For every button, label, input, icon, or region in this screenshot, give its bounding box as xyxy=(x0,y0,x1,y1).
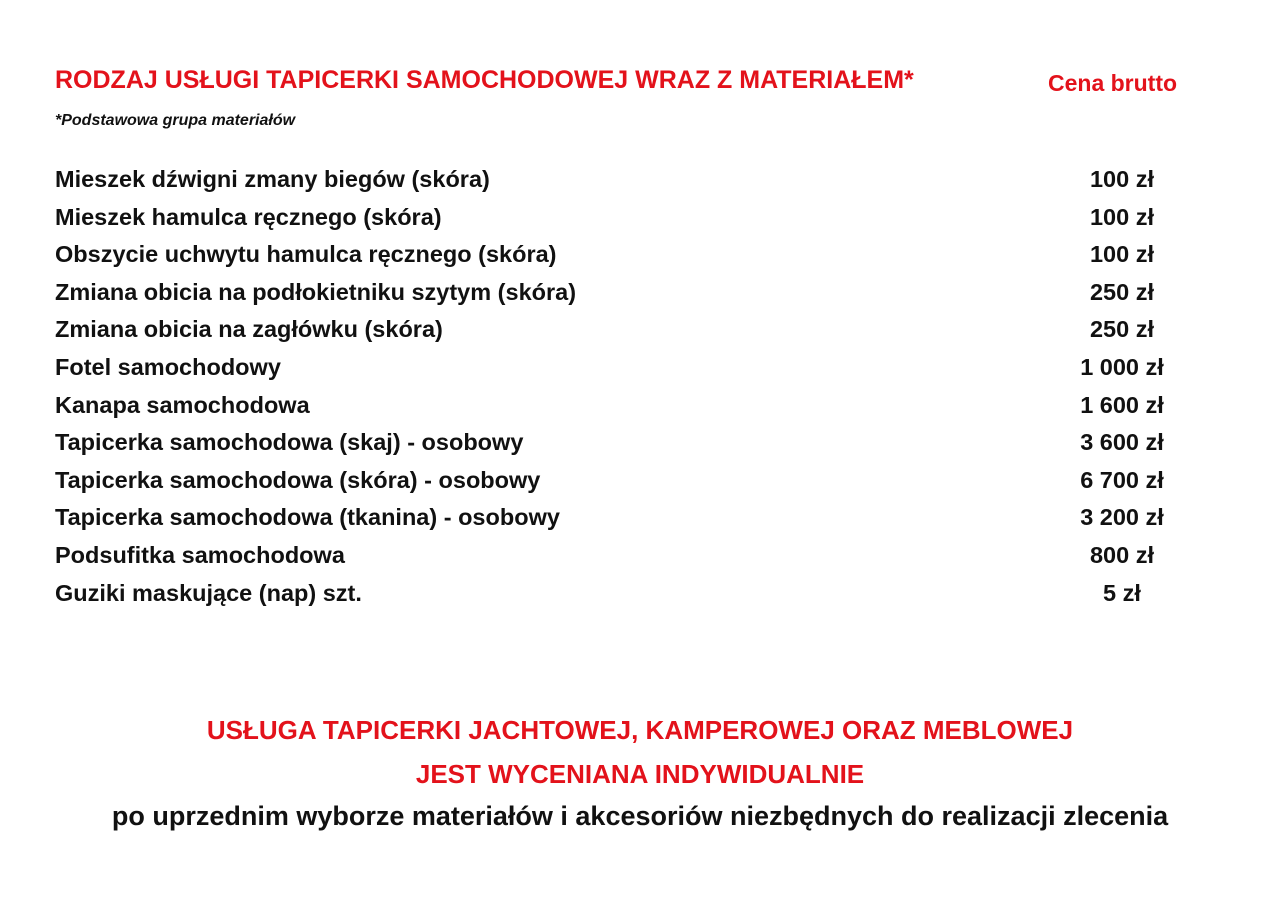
price-row xyxy=(55,424,1235,462)
service-name: Zmiana obicia na zagłówku (skóra) xyxy=(55,316,443,343)
service-name: Mieszek dźwigni zmany biegów (skóra) xyxy=(55,166,490,192)
service-price: 100 zł xyxy=(1089,241,1155,268)
price-row xyxy=(55,199,1235,237)
service-name: Mieszek hamulca ręcznego (skóra) xyxy=(55,203,442,230)
price-row xyxy=(55,575,1235,613)
service-name: Tapicerka samochodowa (tkanina) - osobowy xyxy=(55,504,560,531)
material-footnote: *Podstawowa grupa materiałów xyxy=(55,112,296,129)
price-list xyxy=(55,161,1235,612)
price-row xyxy=(55,349,1235,387)
service-price: 1 000 zł xyxy=(1080,353,1164,380)
price-row xyxy=(55,161,1235,199)
service-price: 100 zł xyxy=(1089,203,1155,230)
service-price: 3 600 zł xyxy=(1080,429,1164,456)
service-price: 800 zł xyxy=(1089,541,1155,568)
service-name: Fotel samochodowy xyxy=(55,353,281,380)
service-name: Kanapa samochodowa xyxy=(55,391,310,418)
price-row xyxy=(55,537,1235,575)
custom-pricing-note: po uprzednim wyborze materiałów i akcesoriów niezbędnych do realizacji zlecenia xyxy=(111,801,1169,831)
service-name: Tapicerka samochodowa (skóra) - osobowy xyxy=(55,466,541,493)
service-price: 6 700 zł xyxy=(1080,466,1164,493)
price-row xyxy=(55,387,1235,425)
service-price: 5 zł xyxy=(1103,579,1141,606)
custom-pricing-notice-line1: USŁUGA TAPICERKI JACHTOWEJ, KAMPEROWEJ ORAZ MEBLOWEJ xyxy=(206,715,1074,745)
page-title: RODZAJ USŁUGI TAPICERKI SAMOCHODOWEJ WRAZ Z MATERIAŁEM* xyxy=(55,66,914,94)
price-column-header: Cena brutto xyxy=(1048,70,1178,96)
service-name: Zmiana obicia na podłokietniku szytym (skóra) xyxy=(55,278,577,305)
service-name: Tapicerka samochodowa (skaj) - osobowy xyxy=(55,429,524,456)
price-row xyxy=(55,236,1235,274)
price-row xyxy=(55,499,1235,537)
price-row xyxy=(55,311,1235,349)
service-price: 100 zł xyxy=(1089,166,1155,192)
price-row xyxy=(55,462,1235,500)
price-row xyxy=(55,274,1235,312)
service-name: Guziki maskujące (nap) szt. xyxy=(55,579,362,606)
service-price: 250 zł xyxy=(1089,316,1155,343)
service-name: Obszycie uchwytu hamulca ręcznego (skóra) xyxy=(55,241,557,268)
service-name: Podsufitka samochodowa xyxy=(55,541,345,568)
service-price: 3 200 zł xyxy=(1080,504,1164,531)
service-price: 250 zł xyxy=(1089,278,1155,305)
custom-pricing-notice-line2: JEST WYCENIANA INDYWIDUALNIE xyxy=(415,759,865,789)
service-price: 1 600 zł xyxy=(1080,391,1164,418)
